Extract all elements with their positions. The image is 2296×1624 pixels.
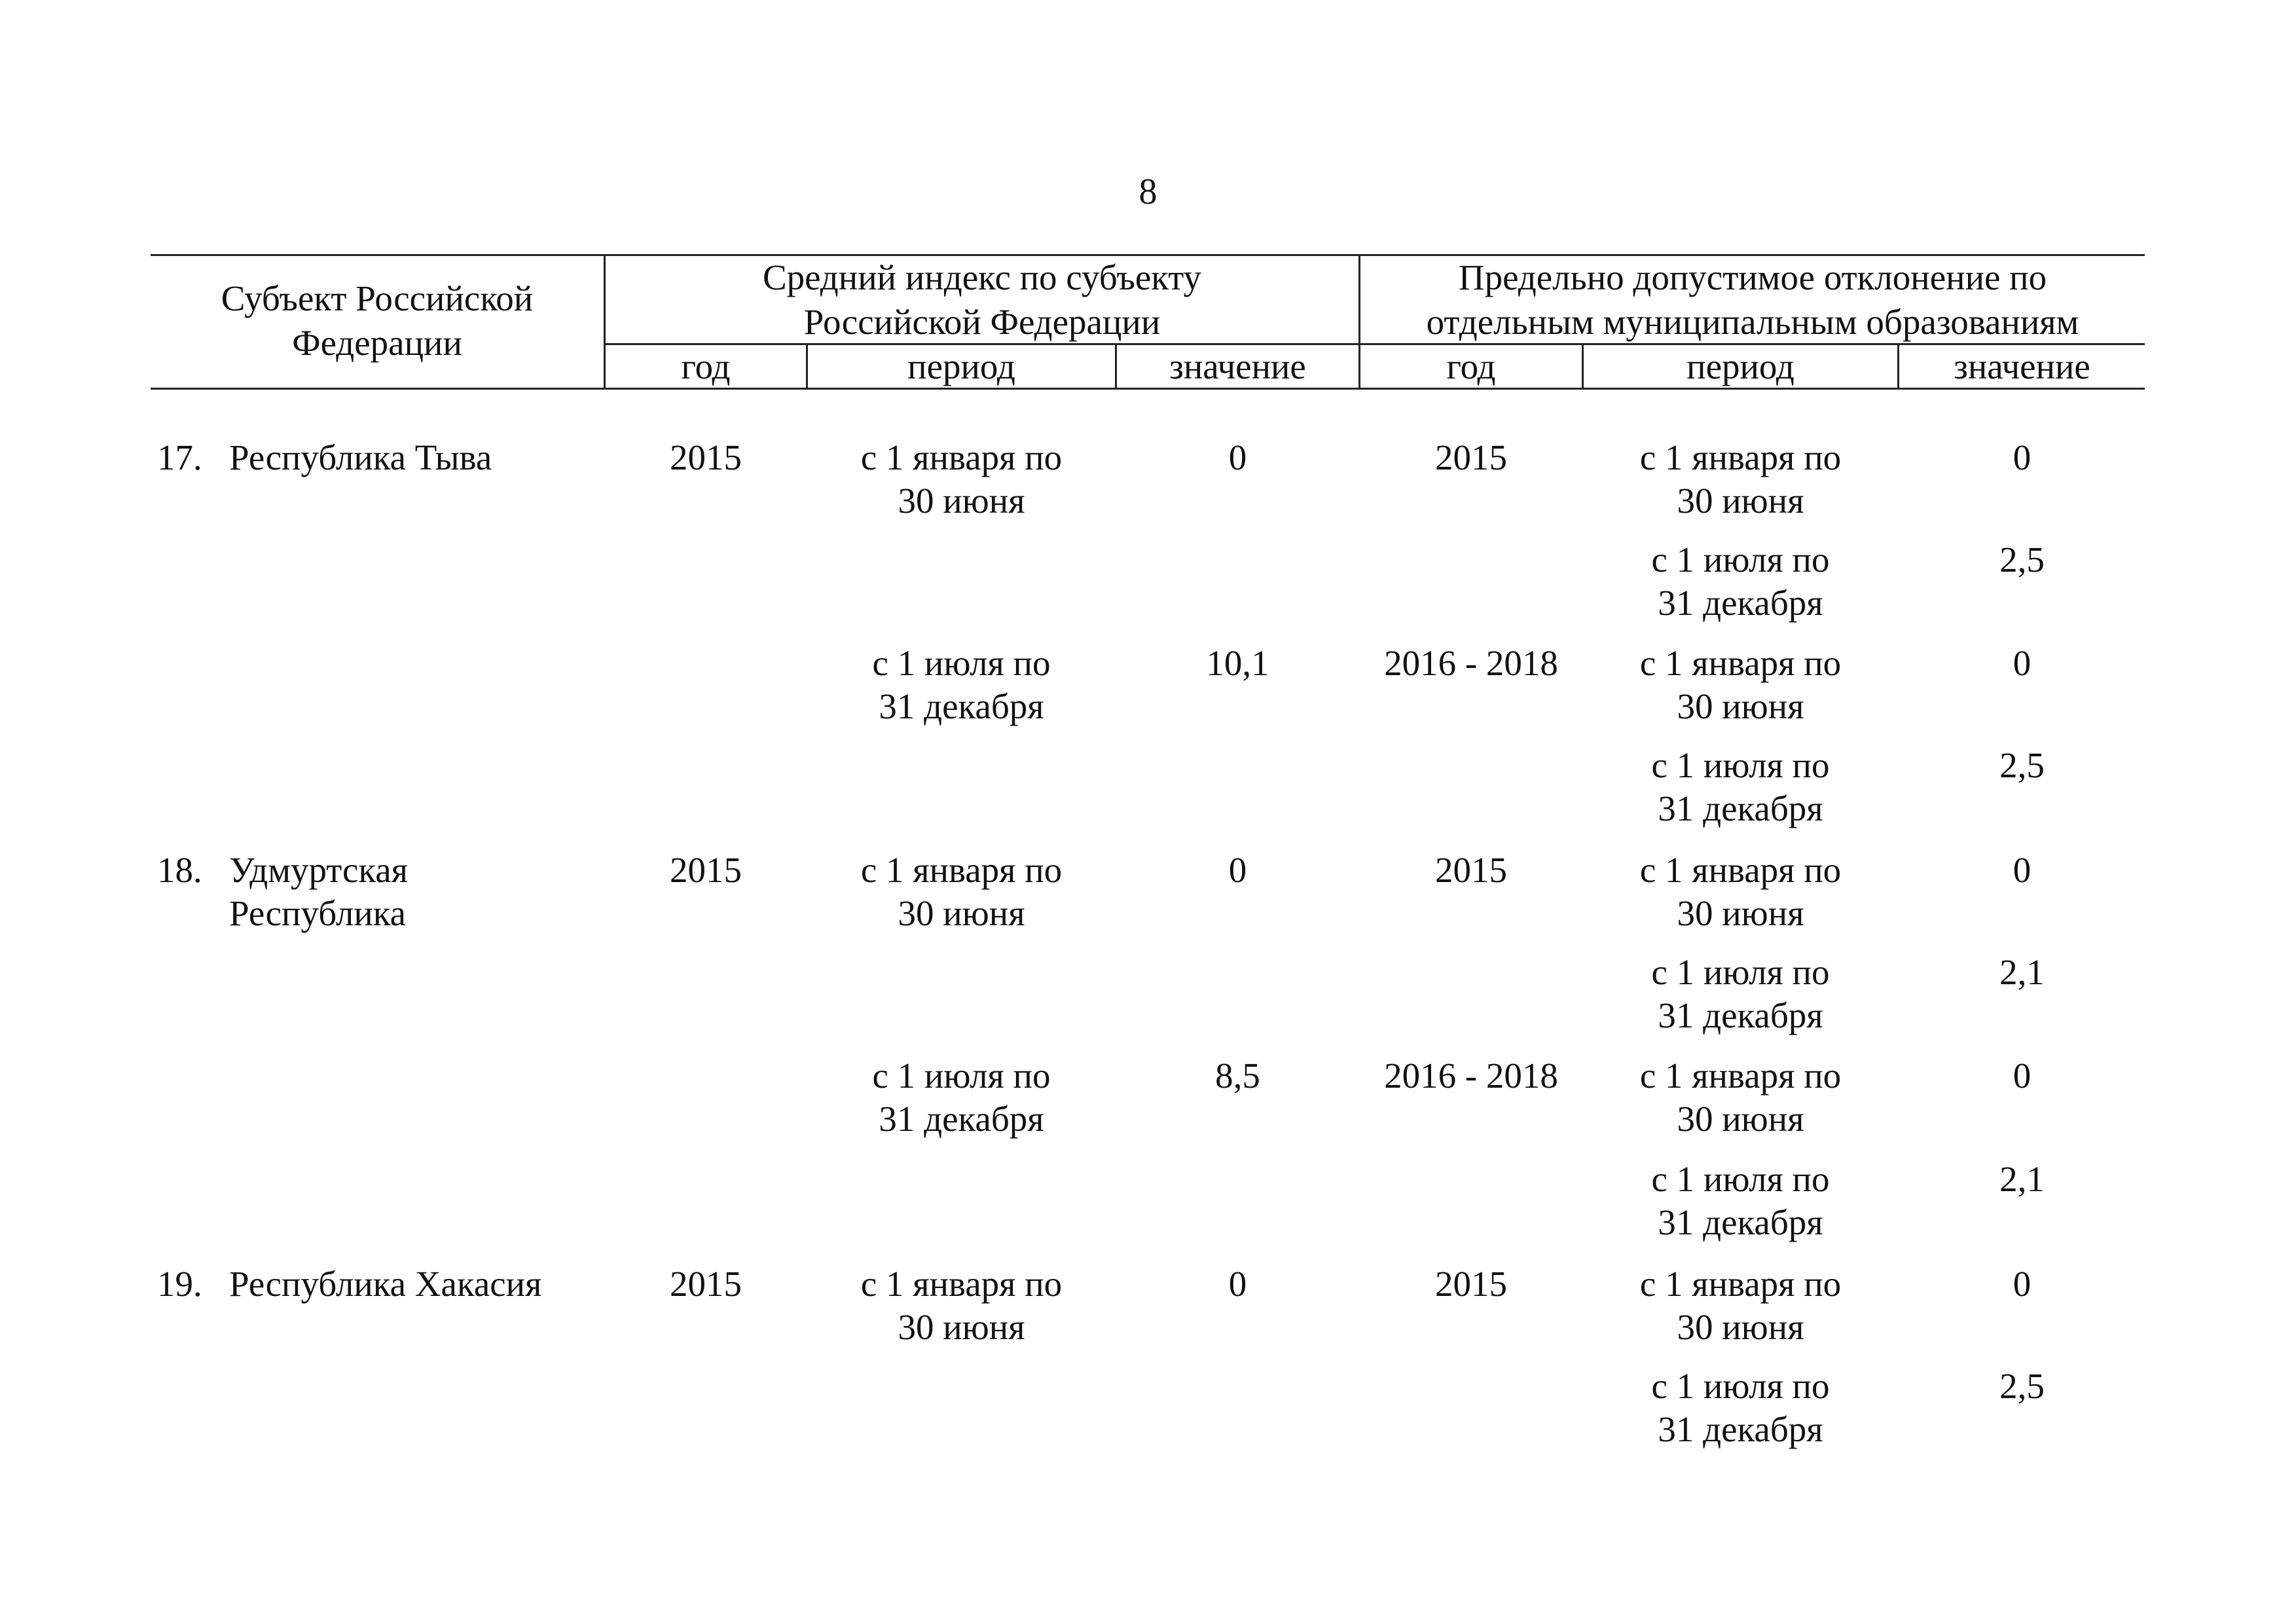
period-cell: с 1 января по 30 июня xyxy=(860,437,1063,521)
value-cell: 2,5 xyxy=(1999,540,2045,580)
header-average-index: Средний индекс по субъекту Российской Федерации xyxy=(762,257,1202,342)
region-number: 17. xyxy=(157,437,202,477)
header-period-1: период xyxy=(907,346,1015,386)
header-value-1: значение xyxy=(1169,346,1306,386)
period-cell: с 1 июля по 31 декабря xyxy=(1651,1159,1830,1242)
year-cell: 2015 xyxy=(670,1264,742,1304)
header-year-1: год xyxy=(681,346,731,386)
value-cell: 2,5 xyxy=(1999,1366,2045,1406)
year-cell: 2016 - 2018 xyxy=(1384,643,1558,683)
period-cell: с 1 января по 30 июня xyxy=(860,1264,1063,1347)
value-cell: 0 xyxy=(2013,1056,2032,1096)
period-cell: с 1 июля по 31 декабря xyxy=(1651,540,1830,623)
value-cell: 0 xyxy=(1228,437,1247,477)
page-number: 8 xyxy=(1139,172,1157,212)
value-cell: 0 xyxy=(2013,850,2032,890)
year-cell: 2015 xyxy=(1435,850,1507,890)
region-cell xyxy=(157,436,602,479)
header-value-2: значение xyxy=(1954,346,2090,386)
period-cell: с 1 января по 30 июня xyxy=(1639,850,1842,933)
region-name: Республика Хакасия xyxy=(229,1264,542,1304)
region-number: 18. xyxy=(157,850,202,890)
value-cell: 0 xyxy=(2013,437,2032,477)
year-cell: 2015 xyxy=(1435,437,1507,477)
value-cell: 2,1 xyxy=(1999,1159,2045,1199)
year-cell: 2015 xyxy=(1435,1264,1507,1304)
header-period-2: период xyxy=(1686,346,1795,386)
year-cell: 2015 xyxy=(670,437,742,477)
period-cell: с 1 июля по 31 декабря xyxy=(1651,1366,1830,1449)
region-name: Удмуртская Республика xyxy=(229,850,409,933)
region-cell xyxy=(157,849,602,935)
value-cell: 2,5 xyxy=(1999,745,2045,785)
value-cell: 0 xyxy=(2013,643,2032,683)
header-subject: Субъект Российской Федерации xyxy=(221,278,534,363)
period-cell: с 1 января по 30 июня xyxy=(1639,1056,1842,1139)
period-cell: с 1 июля по 31 декабря xyxy=(872,1056,1051,1139)
value-cell: 0 xyxy=(1228,1264,1247,1304)
value-cell: 2,1 xyxy=(1999,952,2045,992)
period-cell: с 1 июля по 31 декабря xyxy=(872,643,1051,726)
value-cell: 8,5 xyxy=(1215,1056,1260,1096)
period-cell: с 1 января по 30 июня xyxy=(860,850,1063,933)
header-year-2: год xyxy=(1446,346,1496,386)
period-cell: с 1 января по 30 июня xyxy=(1639,1264,1842,1347)
year-cell: 2016 - 2018 xyxy=(1384,1056,1558,1096)
period-cell: с 1 июля по 31 декабря xyxy=(1651,952,1830,1035)
value-cell: 0 xyxy=(2013,1264,2032,1304)
region-cell xyxy=(157,1263,602,1306)
value-cell: 10,1 xyxy=(1206,643,1269,683)
header-max-deviation: Предельно допустимое отклонение по отдельным муниципальным образованиям xyxy=(1426,257,2079,342)
value-cell: 0 xyxy=(1228,850,1247,890)
region-number: 19. xyxy=(157,1264,202,1304)
period-cell: с 1 июля по 31 декабря xyxy=(1651,745,1830,828)
year-cell: 2015 xyxy=(670,850,742,890)
region-name: Республика Тыва xyxy=(229,437,492,477)
period-cell: с 1 января по 30 июня xyxy=(1639,643,1842,726)
period-cell: с 1 января по 30 июня xyxy=(1639,437,1842,521)
